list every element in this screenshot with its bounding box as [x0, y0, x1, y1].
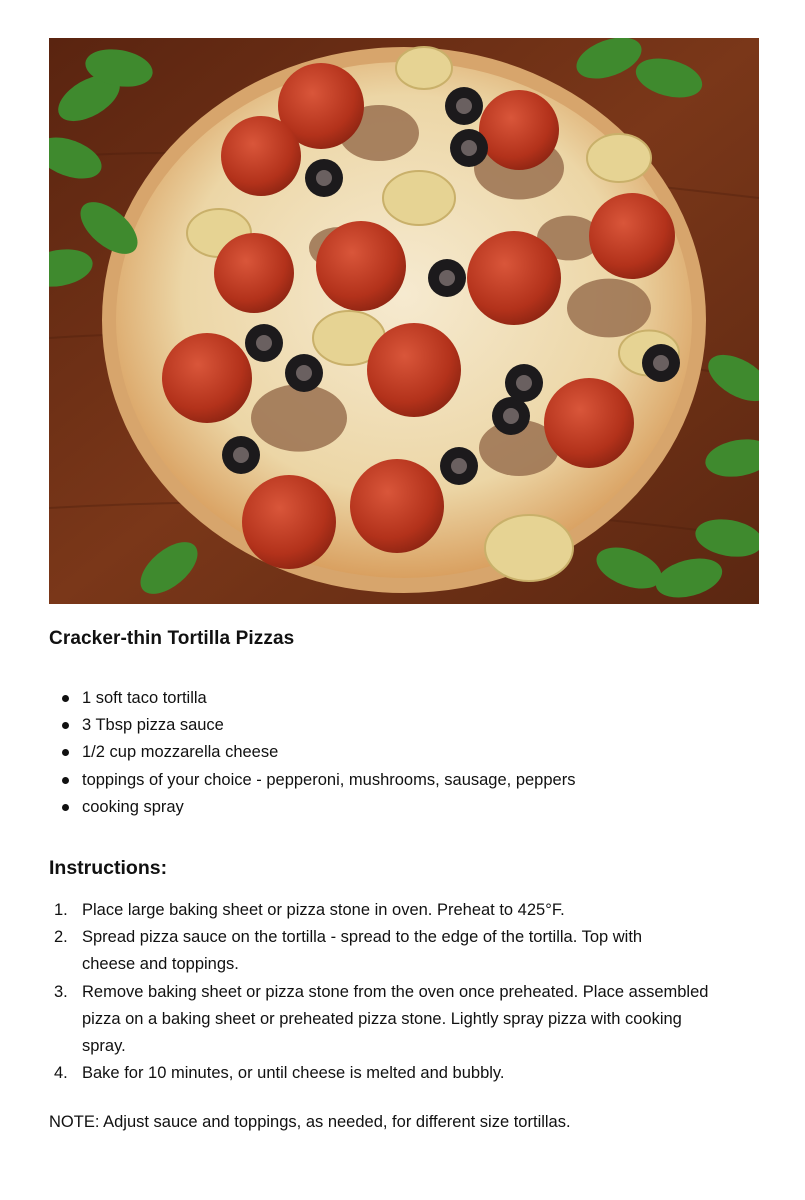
pepperoni-slice — [467, 231, 561, 325]
step-number: 2. — [54, 928, 68, 947]
pepperoni-slice — [479, 90, 559, 170]
recipe-title: Cracker-thin Tortilla Pizzas — [49, 628, 295, 649]
olive-center — [296, 365, 312, 381]
olive-center — [461, 140, 477, 156]
bullet-icon — [62, 722, 69, 729]
instructions-heading: Instructions: — [49, 857, 168, 879]
olive-center — [503, 408, 519, 424]
ingredient-text: toppings of your choice - pepperoni, mushrooms, sausage, peppers — [82, 770, 576, 789]
ingredient-item — [82, 795, 575, 822]
pepperoni-slice — [214, 233, 294, 313]
step-number: 1. — [54, 901, 68, 919]
mushroom-slice — [587, 134, 651, 182]
ingredient-text: 1 soft taco tortilla — [82, 689, 207, 707]
mushroom-slice — [396, 47, 452, 89]
ingredient-item — [82, 713, 575, 740]
ingredient-text: 3 Tbsp pizza sauce — [82, 716, 224, 735]
pizza-illustration — [49, 38, 759, 604]
ingredient-item — [82, 686, 575, 713]
pepperoni-slice — [589, 193, 675, 279]
olive-center — [451, 458, 467, 474]
step-text-line: Remove baking sheet or pizza stone from the oven once preheated. Place assembled — [82, 982, 709, 1001]
pepperoni-slice — [242, 475, 336, 569]
olive-center — [233, 447, 249, 463]
step-text-line: Spread pizza sauce on the tortilla - spread to the edge of the tortilla. Top with — [82, 928, 643, 947]
olive-center — [653, 355, 669, 371]
step-item — [54, 924, 772, 978]
step-item — [54, 897, 772, 924]
ingredient-item — [82, 740, 575, 767]
step-text: Bake for 10 minutes, or until cheese is melted and bubbly. — [82, 1064, 505, 1083]
bullet-icon — [62, 749, 69, 756]
olive-center — [256, 335, 272, 351]
step-text: Place large baking sheet or pizza stone in oven. Preheat to 425°F. — [82, 901, 565, 919]
pepperoni-slice — [350, 459, 444, 553]
bullet-icon — [62, 804, 69, 811]
pepperoni-slice — [162, 333, 252, 423]
sausage-piece — [567, 279, 651, 338]
olive-center — [456, 98, 472, 114]
mushroom-slice — [383, 171, 455, 225]
bullet-icon — [62, 695, 69, 702]
step-item — [54, 1060, 772, 1087]
step-text-line: pizza on a baking sheet or preheated pizza stone. Lightly spray pizza with cooking — [82, 1009, 682, 1028]
mushroom-slice — [485, 515, 573, 581]
step-item — [54, 979, 772, 1061]
pepperoni-slice — [316, 221, 406, 311]
bullet-icon — [62, 777, 69, 784]
olive-center — [439, 270, 455, 286]
pepperoni-slice — [544, 378, 634, 468]
step-number: 4. — [54, 1064, 68, 1083]
instruction-steps — [54, 897, 772, 1087]
olive-center — [516, 375, 532, 391]
ingredient-text: cooking spray — [82, 797, 184, 816]
pepperoni-slice — [367, 323, 461, 417]
step-text-line: spray. — [82, 1037, 126, 1056]
pizza-photo — [49, 38, 759, 604]
recipe-note: NOTE: Adjust sauce and toppings, as needed, for different size tortillas. — [49, 1113, 571, 1131]
ingredient-item — [82, 768, 575, 795]
olive-center — [316, 170, 332, 186]
ingredient-list — [82, 686, 575, 822]
step-number: 3. — [54, 982, 68, 1001]
step-text-line: cheese and toppings. — [82, 955, 239, 974]
pepperoni-slice — [221, 116, 301, 196]
sausage-piece — [251, 384, 347, 451]
ingredient-text: 1/2 cup mozzarella cheese — [82, 743, 279, 762]
